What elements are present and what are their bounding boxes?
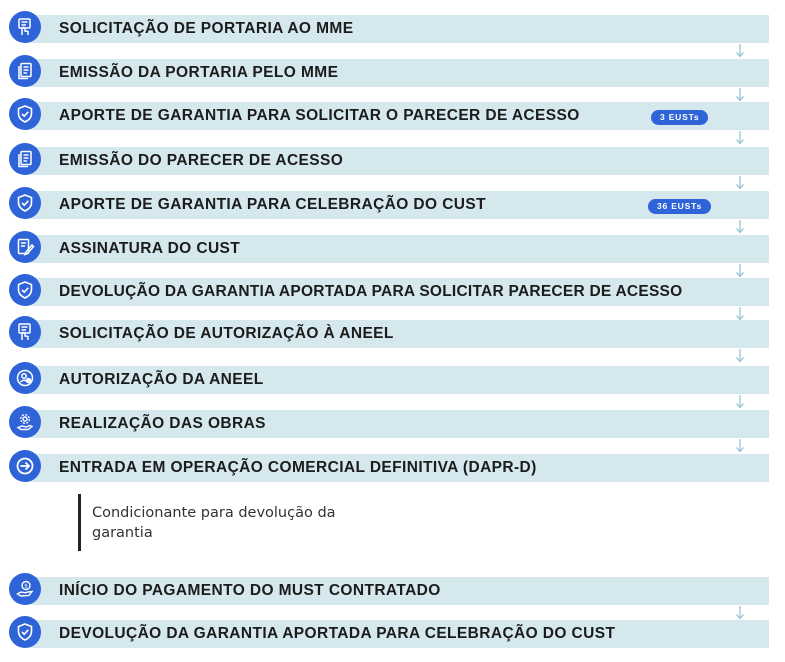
user-badge-icon [9, 362, 41, 394]
step-11 [0, 449, 785, 485]
step-12 [0, 572, 785, 608]
step-7 [0, 273, 785, 309]
shield-check-icon [9, 274, 41, 306]
step-label: INÍCIO DO PAGAMENTO DO MUST CONTRATADO [59, 582, 441, 599]
arrow-right-circle-icon [9, 450, 41, 482]
step-10 [0, 405, 785, 441]
step-label: DEVOLUÇÃO DA GARANTIA APORTADA PARA CELEBRAÇÃO DO CUST [59, 625, 616, 642]
step-8 [0, 315, 785, 351]
shield-check-icon [9, 187, 41, 219]
step-label: ENTRADA EM OPERAÇÃO COMERCIAL DEFINITIVA (DAPR-D) [59, 459, 537, 476]
request-document-icon [9, 11, 41, 43]
step-label: REALIZAÇÃO DAS OBRAS [59, 415, 266, 432]
step-label: SOLICITAÇÃO DE PORTARIA AO MME [59, 20, 354, 37]
condition-note: Condicionante para devolução da garantia [92, 505, 336, 541]
document-icon [9, 143, 41, 175]
note-divider [78, 494, 81, 551]
gear-hand-icon [9, 406, 41, 438]
step-label: EMISSÃO DA PORTARIA PELO MME [59, 64, 339, 81]
step-5 [0, 186, 785, 222]
step-label: EMISSÃO DO PARECER DE ACESSO [59, 152, 344, 169]
eust-badge: 36 EUSTs [648, 199, 711, 214]
shield-check-icon [9, 98, 41, 130]
step-label: DEVOLUÇÃO DA GARANTIA APORTADA PARA SOLICITAR PARECER DE ACESSO [59, 283, 683, 300]
money-hand-icon [9, 573, 41, 605]
step-9 [0, 361, 785, 397]
step-label: AUTORIZAÇÃO DA ANEEL [59, 371, 264, 388]
step-6 [0, 230, 785, 266]
eust-badge: 3 EUSTs [651, 110, 708, 125]
step-1 [0, 10, 785, 46]
step-4 [0, 142, 785, 178]
step-13 [0, 615, 785, 651]
step-3 [0, 97, 785, 133]
step-label: APORTE DE GARANTIA PARA SOLICITAR O PARECER DE ACESSO [59, 107, 580, 124]
svg-text:$: $ [24, 583, 28, 590]
step-label: APORTE DE GARANTIA PARA CELEBRAÇÃO DO CUST [59, 196, 486, 213]
step-label: SOLICITAÇÃO DE AUTORIZAÇÃO À ANEEL [59, 325, 394, 342]
step-2 [0, 54, 785, 90]
document-icon [9, 55, 41, 87]
step-label: ASSINATURA DO CUST [59, 240, 241, 257]
signature-icon [9, 231, 41, 263]
shield-check-icon [9, 616, 41, 648]
request-document-icon [9, 316, 41, 348]
